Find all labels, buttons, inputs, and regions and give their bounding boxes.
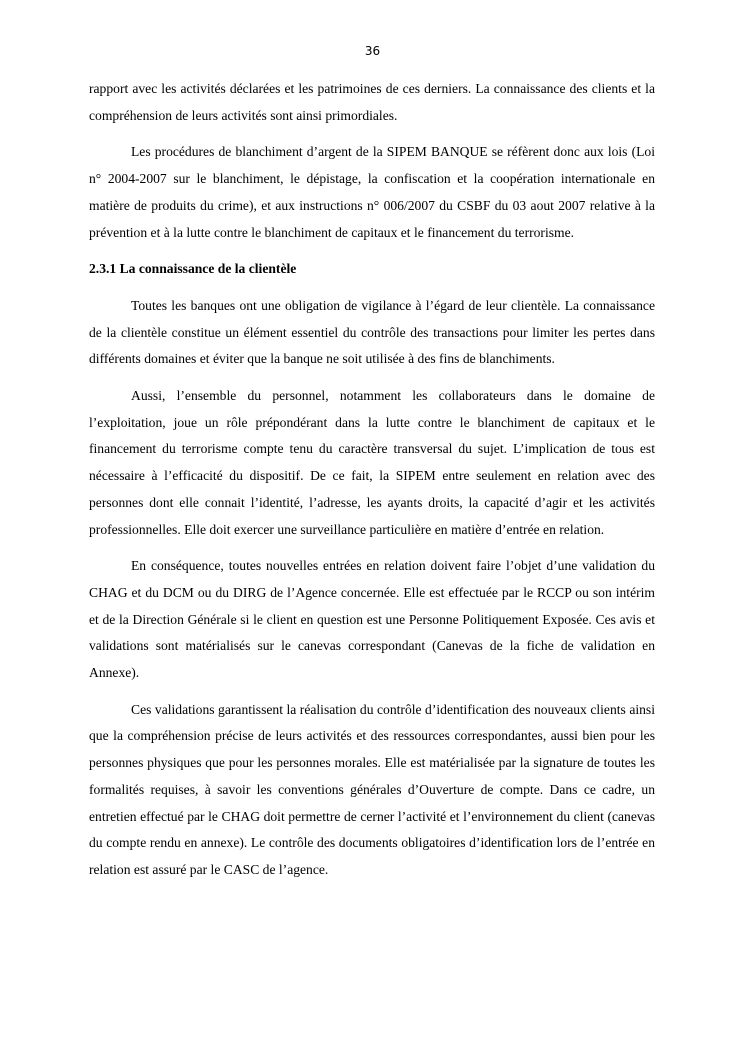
paragraph-personnel: Aussi, l’ensemble du personnel, notamment les collaborateurs dans le domaine de l’exploitation, joue un rôle prépondérant dans la lutte contre le blanchiment de capitaux et le financement du terrorisme compte tenu du caractère transversal du sujet. L’implication de tous est nécessaire à l’efficacité du dispositif. De ce fait, la SIPEM entre seulement en relation avec des personnes dont elle connait l’identité, l’adresse, les ayants droits, la capacité d’agir et les activités professionnelles. Elle doit exercer une surveillance particulière en matière d’entrée en relation. [89, 388, 655, 537]
paragraph-vigilance: Toutes les banques ont une obligation de vigilance à l’égard de leur clientèle. La connaissance de la clientèle constitue un élément essentiel du contrôle des transactions pour limiter les pertes dans différents domaines et éviter que la banque ne soit utilisée à des fins de blanchiments. [89, 297, 655, 367]
page-number: 36 [364, 44, 381, 58]
page-body [89, 76, 655, 894]
section-heading: 2.3.1 La connaissance de la clientèle [89, 261, 297, 277]
paragraph-identification: Ces validations garantissent la réalisation du contrôle d’identification des nouveaux clients ainsi que la compréhension précise de leurs activités et des ressources correspondantes, aussi bien pour les personnes physiques que pour les personnes morales. Elle est matérialisée par la signature de toutes les formalités requises, à savoir les conventions générales d’Ouverture de compte. Dans ce cadre, un entretien effectué par le CHAG doit permettre de cerner l’activité et l’environnement du client (canevas du compte rendu en annexe). Le contrôle des documents obligatoires d’identification lors de l’entrée en relation est assuré par le CASC de l’agence. [89, 701, 655, 877]
paragraph-validation: En conséquence, toutes nouvelles entrées en relation doivent faire l’objet d’une validation du CHAG et du DCM ou du DIRG de l’Agence concernée. Elle est effectuée par le RCCP ou son intérim et de la Direction Générale si le client en question est une Personne Politiquement Exposée. Ces avis et validations sont matérialisés sur le canevas correspondant (Canevas de la fiche de validation en Annexe). [89, 558, 655, 681]
paragraph-procedures: Les procédures de blanchiment d’argent de la SIPEM BANQUE se réfèrent donc aux lois (Loi n° 2004-2007 sur le blanchiment, le dépistage, la confiscation et la coopération internationale en matière de produits du crime), et aux instructions n° 006/2007 du CSBF du 03 aout 2007 relative à la prévention et à la lutte contre le blanchiment de capitaux et le financement du terrorisme. [89, 144, 655, 240]
paragraph-continuation: rapport avec les activités déclarées et les patrimoines de ces derniers. La connaissance des clients et la compréhension de leurs activités sont ainsi primordiales. [89, 81, 655, 123]
